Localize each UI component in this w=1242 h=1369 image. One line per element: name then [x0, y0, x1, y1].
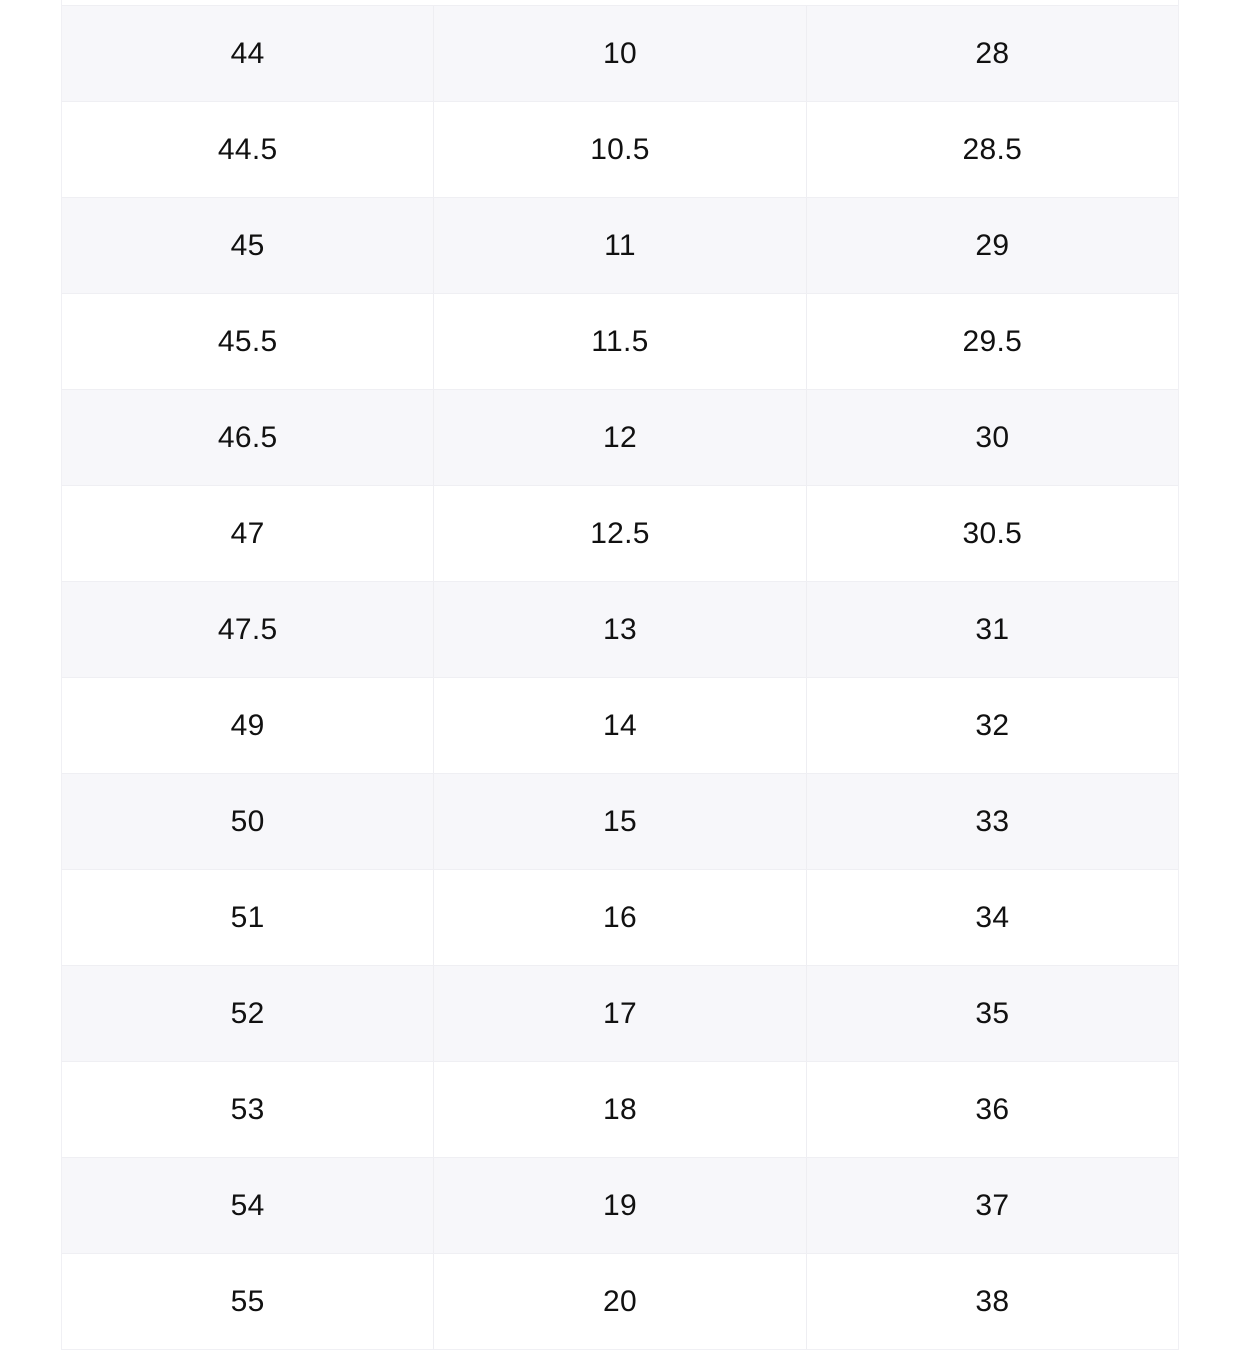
- table-row: [62, 485, 1178, 581]
- table-row: [62, 773, 1178, 869]
- table-cell-col-3: 30: [806, 390, 1178, 485]
- table-cell-col-1: 46.5: [217, 420, 278, 454]
- table-cell-col-1: 51: [230, 900, 265, 934]
- table-cell-col-3: 36: [806, 1062, 1178, 1157]
- table-row: [62, 389, 1178, 485]
- table-cell-col-3: 29.5: [806, 294, 1178, 389]
- table-cell-col-3: 33: [806, 774, 1178, 869]
- table-cell-col-3: 29: [806, 198, 1178, 293]
- table-row: [62, 1253, 1178, 1349]
- table-row: [62, 1157, 1178, 1253]
- table-cell-col-1: 47: [230, 516, 265, 550]
- table-cell-col-2: 20: [433, 1254, 805, 1349]
- table-cell-col-1: 52: [230, 996, 265, 1030]
- table-cell-col-3: 31: [806, 582, 1178, 677]
- table-cell-col-2: 11.5: [433, 294, 805, 389]
- table-cell-col-2: 11: [433, 198, 805, 293]
- table-cell-col-2: 18: [433, 1062, 805, 1157]
- table-cell-col-1: 45.5: [217, 324, 278, 358]
- table-cell-col-1: 54: [230, 1188, 265, 1222]
- table-cell-col-2: 15: [433, 774, 805, 869]
- table-cell-col-3: 34: [806, 870, 1178, 965]
- table-cell-col-3: 32: [806, 678, 1178, 773]
- table-cell-col-3: 35: [806, 966, 1178, 1061]
- table-cell-col-2: 10: [433, 6, 805, 101]
- table-cell-col-1: 55: [230, 1284, 265, 1318]
- table-row: [62, 5, 1178, 101]
- table-cell-col-1: 45: [230, 228, 265, 262]
- table-cell-col-2: 19: [433, 1158, 805, 1253]
- table-cell-col-3: 38: [806, 1254, 1178, 1349]
- table-row: [62, 869, 1178, 965]
- table-row: [62, 581, 1178, 677]
- table-cell-col-1: 53: [230, 1092, 265, 1126]
- table-row: [62, 677, 1178, 773]
- table-cell-col-1: 44.5: [217, 132, 278, 166]
- table-cell-col-3: 28.5: [806, 102, 1178, 197]
- table-cell-col-1: 44: [230, 36, 265, 70]
- table-cell-col-2: 13: [433, 582, 805, 677]
- table-row: [62, 197, 1178, 293]
- table-row: [62, 1061, 1178, 1157]
- table-cell-col-1: 49: [230, 708, 265, 742]
- table-cell-col-2: 17: [433, 966, 805, 1061]
- table-cell-col-3: 37: [806, 1158, 1178, 1253]
- table-cell-col-3: 28: [806, 6, 1178, 101]
- table-cell-col-2: 10.5: [433, 102, 805, 197]
- size-chart-table: [61, 5, 1179, 1350]
- table-cell-col-2: 14: [433, 678, 805, 773]
- table-cell-col-2: 12.5: [433, 486, 805, 581]
- table-cell-col-2: 12: [433, 390, 805, 485]
- table-cell-col-3: 30.5: [806, 486, 1178, 581]
- table-row: [62, 101, 1178, 197]
- table-cell-col-2: 16: [433, 870, 805, 965]
- table-row: [62, 293, 1178, 389]
- table-row: [62, 965, 1178, 1061]
- table-cell-col-1: 50: [230, 804, 265, 838]
- table-cell-col-1: 47.5: [217, 612, 278, 646]
